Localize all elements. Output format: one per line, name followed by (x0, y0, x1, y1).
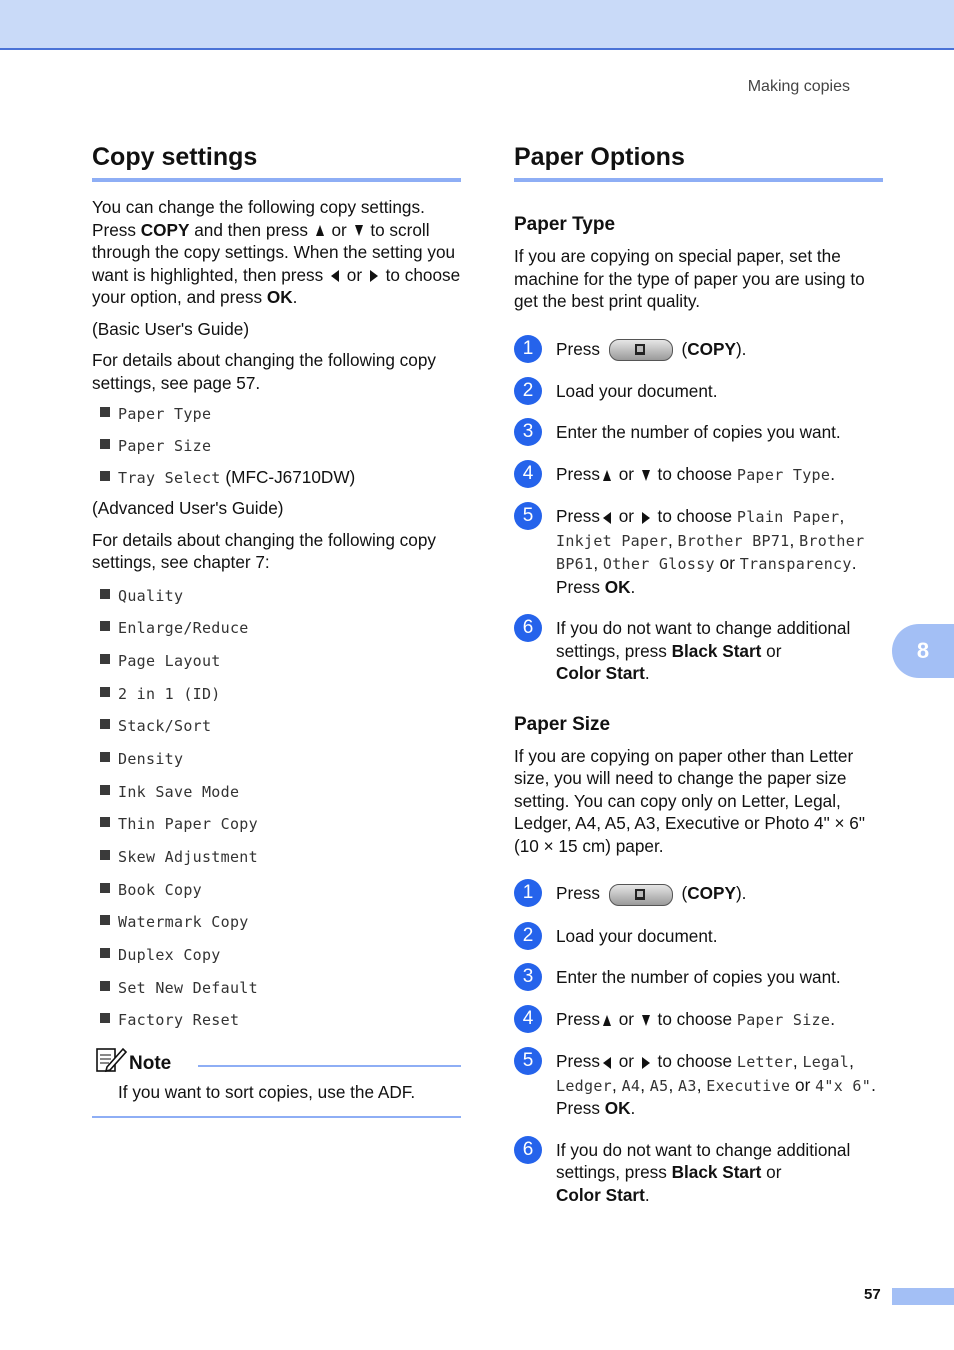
step-number: 4 (514, 1005, 542, 1033)
copy-button-icon (609, 339, 673, 361)
setting-name: Book Copy (118, 880, 202, 899)
step-text: If you do not want to change additional settings, press Black Start or Color Start. (556, 618, 851, 684)
lcd-option: Transparency (739, 555, 852, 574)
lcd-option: Brother BP71 (677, 531, 790, 550)
step-number: 6 (514, 614, 542, 642)
color-start-label: Color Start (556, 1184, 645, 1205)
note-text: If you want to sort copies, use the ADF. (118, 1082, 416, 1103)
list-item (92, 910, 461, 933)
bullet-icon (100, 981, 110, 991)
step-number: 4 (514, 460, 542, 488)
bullet-icon (100, 1013, 110, 1023)
paper-type-heading: Paper Type (514, 214, 616, 235)
basic-settings-list (92, 402, 461, 489)
setting-note: (MFC-J6710DW) (220, 467, 356, 487)
page-number-bar (892, 1288, 954, 1305)
step-text: Press or to choose Plain Paper, Inkjet Paper, Brother BP71, Brother BP61, Other Glossy or Transparency. Press OK. (556, 506, 865, 597)
lcd-option: Legal (802, 1053, 850, 1072)
step-number: 1 (514, 879, 542, 907)
down-arrow-icon (355, 225, 363, 236)
step-or: or (714, 553, 740, 574)
step-or: or (761, 640, 782, 661)
step-press: Press (556, 1098, 605, 1119)
bullet-icon (100, 687, 110, 697)
intro-text: and then press (189, 219, 313, 240)
paper-size-step-4 (514, 1008, 883, 1032)
black-start-label: Black Start (671, 1162, 762, 1183)
lcd-option: A5 (649, 1076, 669, 1095)
paper-options-title: Paper Options (514, 142, 883, 182)
setting-name: Paper Type (118, 405, 212, 423)
step-text: Enter the number of copies you want. (556, 422, 841, 443)
setting-name: Thin Paper Copy (118, 815, 258, 834)
bullet-icon (100, 850, 110, 860)
step-press: Press (556, 883, 600, 904)
setting-name: Page Layout (118, 651, 221, 670)
setting-name: 2 in 1 (ID) (118, 684, 221, 703)
lcd-option: Letter (736, 1053, 793, 1072)
paper-type-step-1 (514, 338, 883, 361)
left-arrow-icon (331, 270, 339, 282)
copy-button-icon (609, 884, 673, 906)
setting-name: Duplex Copy (118, 946, 221, 965)
lcd-option: Inkjet Paper (556, 531, 668, 550)
step-text: Load your document. (556, 380, 718, 401)
step-press: Press (556, 576, 605, 597)
step-text: Enter the number of copies you want. (556, 967, 841, 988)
paper-type-step-6 (514, 617, 883, 685)
bullet-icon (100, 471, 110, 481)
intro-text: . (292, 287, 298, 307)
list-item (92, 616, 461, 639)
step-press: Press (556, 1008, 600, 1029)
paper-size-step-2 (514, 925, 883, 948)
ok-key-label: OK (604, 576, 631, 597)
note-divider (198, 1065, 461, 1067)
paper-type-step-3 (514, 421, 883, 444)
step-number: 2 (514, 922, 542, 950)
step-choose: to choose (652, 506, 737, 527)
advanced-guide-details: For details about changing the following copy settings, see chapter 7: (92, 529, 436, 572)
note-header (92, 1045, 461, 1079)
bullet-icon (100, 915, 110, 925)
step-number: 2 (514, 377, 542, 405)
chapter-tab: 8 (892, 624, 954, 678)
list-item (92, 434, 461, 457)
bullet-icon (100, 621, 110, 631)
bullet-icon (100, 654, 110, 664)
copy-glyph-icon (635, 889, 645, 900)
step-or: or (613, 463, 639, 484)
left-arrow-icon (603, 512, 611, 524)
setting-name: Set New Default (118, 978, 258, 997)
paper-type-step-5 (514, 505, 883, 598)
step-choose: to choose (652, 1051, 737, 1072)
copy-settings-intro (92, 196, 461, 309)
down-arrow-icon (642, 1015, 650, 1026)
setting-name: Stack/Sort (118, 717, 212, 736)
left-arrow-icon (603, 1057, 611, 1069)
step-text: Load your document. (556, 925, 718, 946)
paper-size-step-3 (514, 966, 883, 989)
intro-text: to scroll through the copy settings. When the setting you want is highlighted, then press (92, 219, 456, 285)
step-press: Press (556, 506, 600, 527)
step-text: If you do not want to change additional settings, press Black Start or Color Start. (556, 1139, 851, 1205)
lcd-option: Plain Paper (736, 508, 840, 527)
setting-name: Enlarge/Reduce (118, 619, 249, 638)
copy-settings-column (92, 142, 461, 1118)
lcd-option: A3 (678, 1076, 697, 1095)
step-press: Press (556, 463, 600, 484)
copy-key-label: COPY (687, 883, 736, 904)
list-item (92, 1008, 461, 1031)
intro-text: You can change the following copy settings. Press (92, 197, 425, 240)
setting-name: Density (118, 749, 184, 768)
step-choose: to choose (652, 1008, 737, 1029)
step-choose: to choose (652, 463, 737, 484)
advanced-guide-label: (Advanced User's Guide) (92, 498, 284, 518)
bullet-icon (100, 589, 110, 599)
setting-name: Watermark Copy (118, 913, 249, 932)
list-item (92, 780, 461, 803)
step-number: 3 (514, 963, 542, 991)
list-item (92, 649, 461, 672)
step-text (556, 463, 883, 487)
setting-name: Paper Size (118, 437, 212, 455)
bullet-icon (100, 817, 110, 827)
step-text: Press or to choose Letter, Legal, Ledger, A4, A5, A3, Executive or 4"x 6". Press OK. (556, 1051, 876, 1119)
setting-name: Tray Select (118, 469, 221, 487)
step-text: Press (COPY). (556, 338, 883, 361)
up-arrow-icon (603, 470, 611, 481)
running-head: Making copies (747, 78, 850, 95)
basic-guide-details: For details about changing the following copy settings, see page 57. (92, 350, 436, 393)
lcd-option: A4 (621, 1076, 641, 1095)
paper-size-heading: Paper Size (514, 713, 611, 735)
step-press: Press (556, 1051, 600, 1072)
step-end: . (830, 1008, 835, 1029)
paper-type-step-2 (514, 380, 883, 403)
step-or: or (613, 506, 639, 527)
list-item (92, 714, 461, 737)
copy-key-label: COPY (140, 219, 190, 240)
paper-size-step-6 (514, 1139, 883, 1207)
advanced-settings-list (92, 584, 461, 1032)
list-item (92, 812, 461, 835)
ok-key-label: OK (604, 1098, 631, 1119)
color-start-label: Color Start (556, 663, 645, 684)
lcd-option: Paper Size (736, 1010, 831, 1029)
page-number: 57 (864, 1286, 881, 1303)
paper-type-intro: If you are copying on special paper, set the machine for the type of paper you are using to get the best print quality. (514, 246, 865, 311)
paper-size-intro: If you are copying on paper other than Letter size, you will need to change the paper size setting. You can copy only on Letter, Legal, Ledger, A4, A5, A3, Executive or Photo 4" × 6" (10 × 15 cm) paper. (514, 745, 865, 856)
bullet-icon (100, 407, 110, 417)
setting-name: Skew Adjustment (118, 848, 258, 866)
step-press: Press (556, 338, 600, 359)
list-item (92, 845, 461, 868)
lcd-option: Executive (706, 1076, 791, 1095)
step-body: If you do not want to change additional settings, press (556, 618, 851, 661)
bullet-icon (100, 752, 110, 762)
copy-key-label: COPY (687, 338, 736, 359)
black-start-label: Black Start (671, 640, 762, 661)
bullet-icon (100, 785, 110, 795)
step-or: or (613, 1051, 639, 1072)
right-arrow-icon (370, 270, 378, 282)
lcd-option: Brother BP61 (556, 531, 865, 574)
copy-glyph-icon (635, 344, 645, 355)
step-number: 5 (514, 1047, 542, 1075)
setting-name: Factory Reset (118, 1011, 240, 1030)
list-item (92, 402, 461, 425)
step-end: . (830, 463, 835, 484)
step-number: 5 (514, 502, 542, 530)
bullet-icon (100, 439, 110, 449)
basic-guide-label: (Basic User's Guide) (92, 318, 250, 339)
list-item (92, 584, 461, 607)
right-arrow-icon (642, 512, 650, 524)
paper-options-column (514, 142, 883, 1206)
bullet-icon (100, 883, 110, 893)
header-bar (0, 0, 954, 50)
intro-text: or (326, 219, 352, 240)
copy-settings-title: Copy settings (92, 142, 461, 182)
ok-key-label: OK (266, 287, 293, 307)
setting-name: Ink Save Mode (118, 782, 240, 801)
note-pencil-icon (95, 1045, 127, 1075)
bullet-icon (100, 719, 110, 729)
paper-size-step-1 (514, 882, 883, 905)
step-text (556, 1008, 883, 1032)
intro-text: or (342, 264, 367, 285)
up-arrow-icon (316, 225, 324, 236)
step-body: If you do not want to change additional settings, press (556, 1139, 851, 1183)
step-or: or (613, 1008, 639, 1029)
intro-text: to choose your option, and press (92, 264, 461, 307)
paper-type-step-4 (514, 463, 883, 487)
lcd-option: Ledger (556, 1076, 612, 1095)
list-item (92, 943, 461, 966)
setting-name: Quality (118, 586, 184, 605)
list-item (92, 878, 461, 901)
list-item (92, 466, 461, 489)
lcd-option: Paper Type (736, 465, 831, 484)
step-number: 3 (514, 418, 542, 446)
note-bottom-rule (92, 1104, 461, 1118)
note-label: Note (129, 1053, 172, 1075)
lcd-option: 4"x 6" (815, 1076, 872, 1095)
step-text: Press (COPY). (556, 882, 883, 905)
lcd-option: Other Glossy (602, 555, 715, 574)
step-number: 6 (514, 1136, 542, 1164)
paper-size-step-5 (514, 1050, 883, 1120)
up-arrow-icon (603, 1015, 611, 1026)
list-item (92, 747, 461, 770)
right-arrow-icon (642, 1057, 650, 1069)
step-or: or (790, 1074, 816, 1095)
list-item (92, 682, 461, 705)
down-arrow-icon (642, 470, 650, 481)
list-item (92, 976, 461, 999)
step-or: or (761, 1162, 782, 1183)
bullet-icon (100, 948, 110, 958)
step-number: 1 (514, 335, 542, 363)
